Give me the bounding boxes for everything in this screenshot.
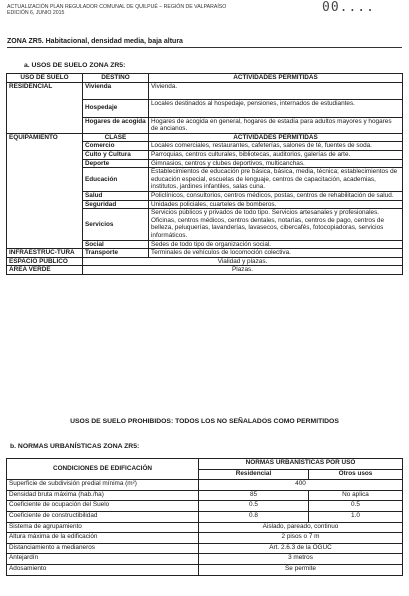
table-row: [7, 501, 403, 512]
condition-label: Antejardín: [7, 554, 199, 565]
actividades-cell: Establecimientos de educación pre básica, básica, media, técnica; establecimientos de educación especial, escuelas de lenguaje, centros de capacitación, academias, institutos, jardines infantiles, salas cuna.: [149, 168, 403, 192]
urban-norms-table: [6, 458, 403, 576]
norm-value: Art. 2.6.3 de la OGUC: [199, 543, 403, 554]
norm-value-residencial: 0.5: [199, 501, 309, 512]
header-line-2: EDICIÓN 6, JUNIO 2015: [7, 10, 65, 17]
destino-cell: Educación: [83, 168, 149, 192]
norm-value: 3 metros: [199, 554, 403, 565]
table-row: [7, 522, 403, 533]
condition-label: Coeficiente de ocupación del Suelo: [7, 501, 199, 512]
actividades-cell: Vialidad y plazas.: [83, 257, 403, 266]
table-row: [7, 511, 403, 522]
document-header: [7, 4, 226, 17]
actividades-cell: Sedes de todo tipo de organización social.: [149, 240, 403, 249]
destino-cell: Deporte: [83, 159, 149, 168]
table-row: [7, 480, 403, 491]
condition-label: Densidad bruta máxima (hab./ha): [7, 490, 199, 501]
actividades-cell: Gimnasios, centros y clubes deportivos, multicanchas.: [149, 159, 403, 168]
norm-value-otros: 1.0: [309, 511, 403, 522]
destino-cell: Salud: [83, 191, 149, 200]
category-residencial: RESIDENCIAL: [7, 82, 83, 133]
actividades-cell: Hogares de acogida en general, hogares de estadía para adultos mayores y hogares de ancianos.: [149, 117, 403, 133]
actividades-cell: Servicios públicos y privados de todo tipo. Servicios artesanales y profesionales. Oficinas, centros médicos, centros dentales, notarías, centros de pago, centros de belleza, peluquerías, lavanderías, lavasecos, cibercafés, fotocopiadoras, servicios informáticos.: [149, 209, 403, 240]
table-row: [7, 257, 403, 266]
table-row: [7, 266, 403, 275]
actividades-cell: Locales destinados al hospedaje, pensiones, internados de estudiantes.: [149, 99, 403, 117]
col-header-actividades: ACTIVIDADES PERMITIDAS: [149, 74, 403, 83]
col-header-clase: CLASE: [83, 133, 149, 142]
destino-cell: Culto y Cultura: [83, 150, 149, 159]
col-header-uso: USO DE SUELO: [7, 74, 83, 83]
norm-value-residencial: 0.8: [199, 511, 309, 522]
norm-value-residencial: 85: [199, 490, 309, 501]
destino-cell: Hospedaje: [83, 99, 149, 117]
table-row: [7, 82, 403, 99]
destino-cell: Seguridad: [83, 200, 149, 209]
col-header-otros: Otros usos: [309, 469, 403, 480]
norm-value: Aislado, pareado, continuo: [199, 522, 403, 533]
header-line-1: ACTUALIZACIÓN PLAN REGULADOR COMUNAL DE QUILPUÉ – REGIÓN DE VALPARAÍSO: [7, 4, 227, 10]
condition-label: Distanciamiento a medianeros: [7, 543, 199, 554]
col-header-normas: NORMAS URBANÍSTICAS POR USO: [199, 459, 403, 470]
condition-label: Altura máxima de la edificación: [7, 533, 199, 544]
table-row: [7, 533, 403, 544]
norm-value-otros: No aplica: [309, 490, 403, 501]
table-header-row: [7, 74, 403, 83]
col-header-condiciones: CONDICIONES DE EDIFICACIÓN: [7, 459, 199, 480]
section-a-title: a. USOS DE SUELO ZONA ZR5:: [24, 62, 126, 69]
destino-cell: Hogares de acogida: [83, 117, 149, 133]
destino-cell: Vivienda: [83, 82, 149, 99]
condition-label: Adosamiento: [7, 564, 199, 575]
destino-cell: Comercio: [83, 142, 149, 151]
norm-value-otros: 0.5: [309, 501, 403, 512]
land-use-table: [6, 73, 403, 275]
destino-cell: Transporte: [83, 249, 149, 258]
table-row: [7, 249, 403, 258]
condition-label: Coeficiente de constructibilidad: [7, 511, 199, 522]
destino-cell: Servicios: [83, 209, 149, 240]
page-stamp: 00....: [322, 0, 375, 15]
table-row: [7, 554, 403, 565]
actividades-cell: Locales comerciales, restaurantes, cafeterías, salones de té, fuentes de soda.: [149, 142, 403, 151]
condition-label: Sistema de agrupamiento: [7, 522, 199, 533]
actividades-cell: Vivienda.: [149, 82, 403, 99]
category-area-verde: ÁREA VERDE: [7, 266, 83, 275]
category-espacio-publico: ESPACIO PÚBLICO: [7, 257, 83, 266]
prohibited-uses-note: USOS DE SUELO PROHIBIDOS: TODOS LOS NO SEÑALADOS COMO PERMITIDOS: [70, 418, 339, 425]
table-row: [7, 564, 403, 575]
section-b-title: b. NORMAS URBANÍSTICAS ZONA ZR5:: [10, 443, 140, 450]
norm-value: 2 pisos o 7 m: [199, 533, 403, 544]
actividades-cell: Parroquias, centros culturales, bibliotecas, auditorios, galerías de arte.: [149, 150, 403, 159]
col-header-residencial: Residencial: [199, 469, 309, 480]
actividades-cell: Terminales de vehículos de locomoción colectiva.: [149, 249, 403, 258]
category-equipamiento: EQUIPAMIENTO: [7, 133, 83, 248]
table-subheader-row: [7, 133, 403, 142]
zone-title: ZONA ZR5. Habitacional, densidad media, baja altura: [7, 38, 402, 48]
norm-value: 400: [199, 480, 403, 491]
category-infraestructura: INFRAESTRUC-TURA: [7, 249, 83, 258]
table-header-row: [7, 459, 403, 470]
table-row: [7, 490, 403, 501]
norm-value: Se permite: [199, 564, 403, 575]
table-row: [7, 543, 403, 554]
col-header-destino: DESTINO: [83, 74, 149, 83]
col-header-actividades-2: ACTIVIDADES PERMITIDAS: [149, 133, 403, 142]
actividades-cell: Unidades policiales, cuarteles de bomberos.: [149, 200, 403, 209]
actividades-cell: Policlínicos, consultorios, centros médicos, postas, centros de rehabilitación de salud.: [149, 191, 403, 200]
actividades-cell: Plazas.: [83, 266, 403, 275]
condition-label: Superficie de subdivisión predial mínima (m²): [7, 480, 199, 491]
destino-cell: Social: [83, 240, 149, 249]
